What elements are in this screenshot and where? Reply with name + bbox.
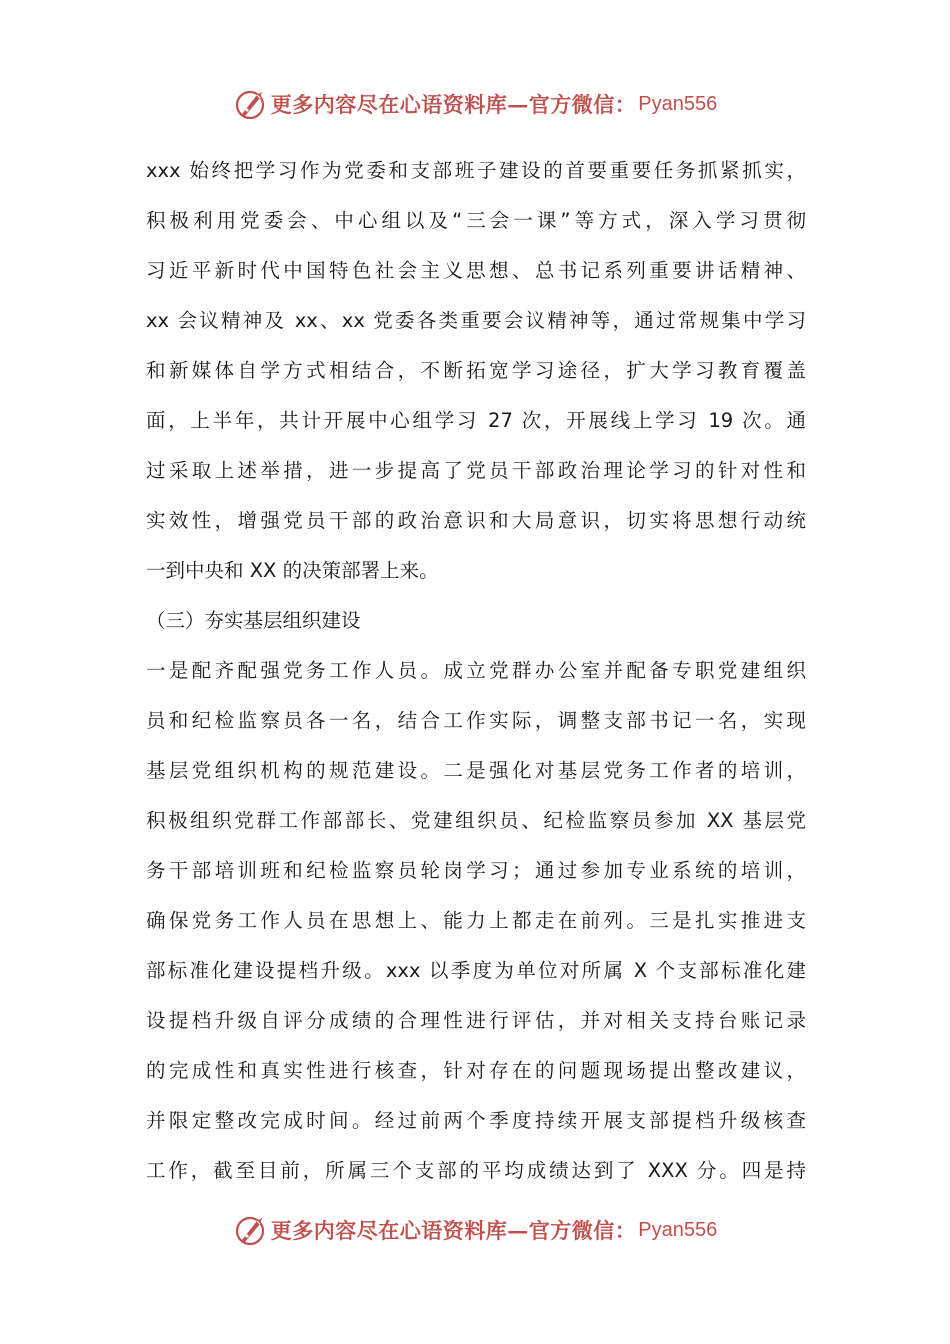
wechat-id: Pyan556 [638, 1218, 718, 1241]
paragraph-line: xxx 始终把学习作为党委和支部班子建设的首要重要任务抓紧抓实， [146, 159, 806, 182]
paragraph-line: 和新媒体自学方式相结合，不断拓宽学习途径，扩大学习教育覆盖 [146, 359, 806, 382]
paragraph-line: 面，上半年，共计开展中心组学习 27 次，开展线上学习 19 次。通 [146, 409, 806, 432]
paragraph-line: 部标准化建设提档升级。xxx 以季度为单位对所属 X 个支部标准化建 [146, 959, 806, 982]
header-watermark-banner [0, 84, 950, 124]
body-text [146, 146, 806, 1196]
paragraph-line: 一到中央和 XX 的决策部署上来。 [146, 559, 439, 582]
wechat-id: Pyan556 [638, 92, 718, 115]
paragraph-line: 一是配齐配强党务工作人员。成立党群办公室并配备专职党建组织 [146, 659, 806, 682]
pen-nib-logo-icon [233, 86, 269, 122]
banner-text: 更多内容尽在心语资料库—官方微信： [270, 92, 637, 117]
paragraph-line: 工作，截至目前，所属三个支部的平均成绩达到了 XXX 分。四是持 [146, 1159, 806, 1182]
paragraph-line: 务干部培训班和纪检监察员轮岗学习；通过参加专业系统的培训， [146, 859, 806, 882]
pen-nib-logo-icon [233, 1212, 269, 1248]
paragraph-line: 习近平新时代中国特色社会主义思想、总书记系列重要讲话精神、 [146, 259, 806, 282]
section-heading: （三）夯实基层组织建设 [146, 609, 361, 632]
paragraph-line: 实效性，增强党员干部的政治意识和大局意识，切实将思想行动统 [146, 509, 806, 532]
paragraph-line: 的完成性和真实性进行核查，针对存在的问题现场提出整改建议， [146, 1059, 806, 1082]
paragraph-line: 员和纪检监察员各一名，结合工作实际，调整支部书记一名，实现 [146, 709, 806, 732]
paragraph-line: 积极组织党群工作部部长、党建组织员、纪检监察员参加 XX 基层党 [146, 809, 806, 832]
paragraph-line: 过采取上述举措，进一步提高了党员干部政治理论学习的针对性和 [146, 459, 806, 482]
paragraph-line: 并限定整改完成时间。经过前两个季度持续开展支部提档升级核查 [146, 1109, 806, 1132]
footer-watermark-banner [0, 1210, 950, 1250]
banner-text: 更多内容尽在心语资料库—官方微信： [270, 1218, 637, 1243]
paragraph-line: xx 会议精神及 xx、xx 党委各类重要会议精神等，通过常规集中学习 [146, 309, 806, 332]
paragraph-line: 积极利用党委会、中心组以及“三会一课”等方式，深入学习贯彻 [146, 209, 806, 232]
paragraph-line: 设提档升级自评分成绩的合理性进行评估，并对相关支持台账记录 [146, 1009, 806, 1032]
paragraph-line: 确保党务工作人员在思想上、能力上都走在前列。三是扎实推进支 [146, 909, 806, 932]
paragraph-line: 基层党组织机构的规范建设。二是强化对基层党务工作者的培训， [146, 759, 806, 782]
